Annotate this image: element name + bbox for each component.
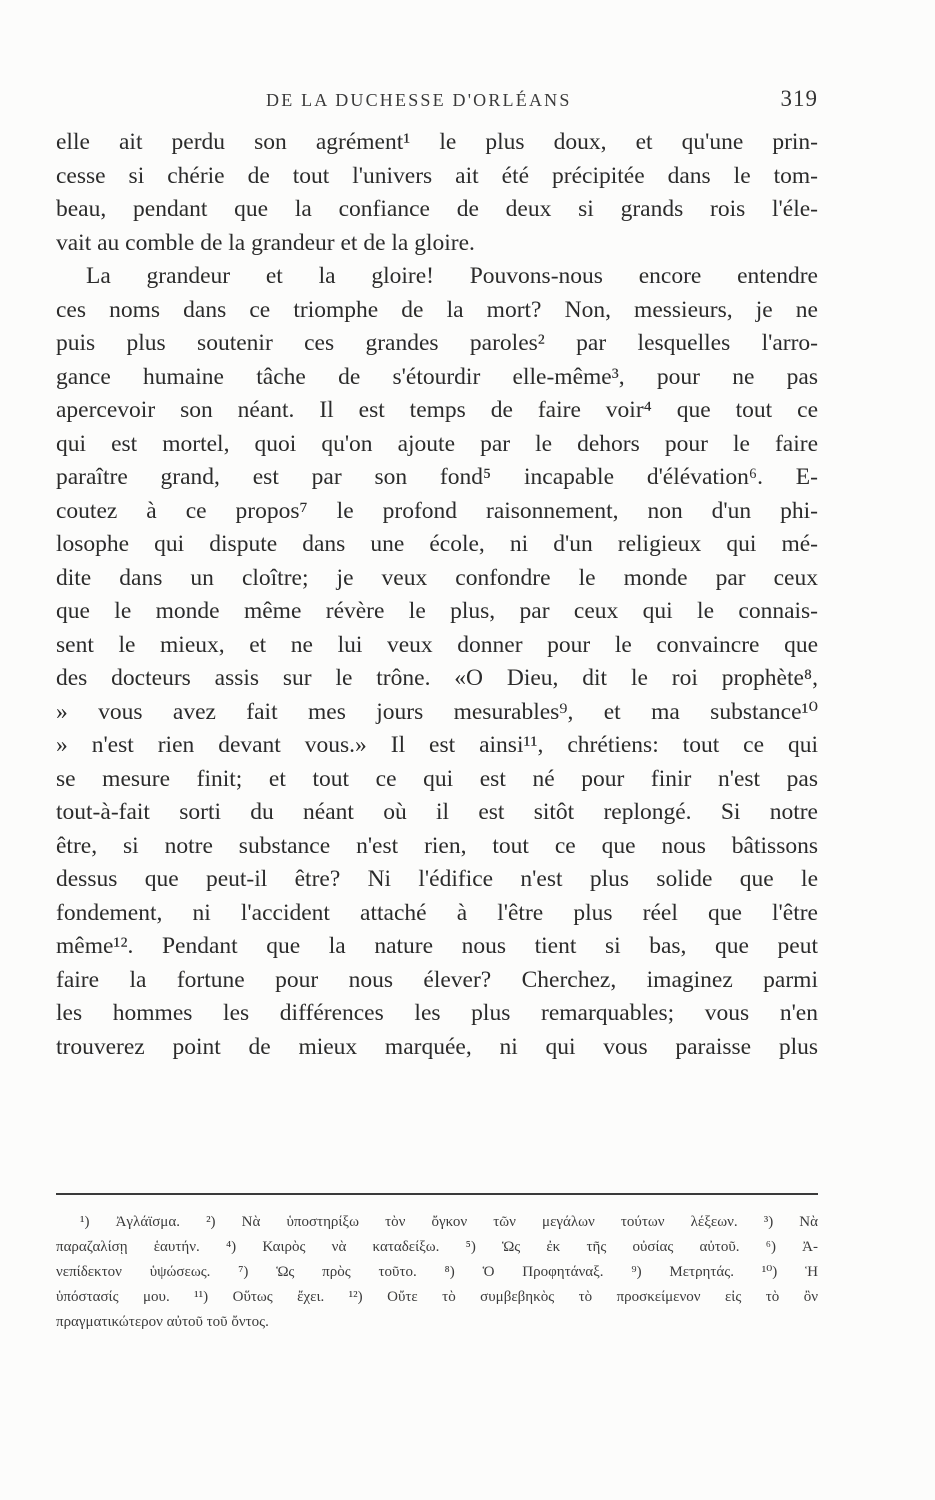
main-text: [56, 126, 818, 1064]
text-line: se mesure finit; et tout ce qui est né pour finir n'est pas: [56, 765, 818, 792]
text-line: cesse si chérie de tout l'univers ait été précipitée dans le tom-: [56, 162, 818, 189]
text-line: La grandeur et la gloire! Pouvons-nous encore entendre: [86, 263, 818, 289]
text-line: dessus que peut-il être? Ni l'édifice n'est plus solide que le: [56, 866, 818, 892]
text-line: même¹². Pendant que la nature nous tient si bas, que peut: [56, 933, 818, 959]
text-line: apercevoir son néant. Il est temps de faire voir⁴ que tout ce: [56, 397, 818, 423]
text-line: beau, pendant que la confiance de deux si grands rois l'éle-: [56, 196, 818, 222]
text-line: faire la fortune pour nous élever? Cherchez, imaginez parmi: [56, 966, 818, 993]
text-line: que le monde même révère le plus, par ceux qui le connais-: [56, 598, 818, 624]
text-line: fondement, ni l'accident attaché à l'être plus réel que l'être: [56, 899, 818, 926]
text-line: elle ait perdu son agrément¹ le plus doux, et qu'une prin-: [56, 129, 818, 155]
text-line: trouverez point de mieux marquée, ni qui vous paraisse plus: [56, 1033, 818, 1060]
text-line: des docteurs assis sur le trône. «O Dieu, dit le roi prophète⁸,: [56, 665, 818, 691]
text-line: losophe qui dispute dans une école, ni d'un religieux qui mé-: [56, 531, 818, 557]
footnote-line: παραζαλίσῃ ἑαυτήν. ⁴) Καιρὸς νὰ καταδείξω. ⁵) Ὡς ἐκ τῆς οὐσίας αὐτοῦ. ⁶) Ἀ-: [56, 1239, 818, 1255]
running-head: DE LA DUCHESSE D'ORLÉANS: [266, 90, 572, 110]
text-line: coutez à ce propos⁷ le profond raisonnement, non d'un phi-: [56, 497, 818, 524]
text-line: les hommes les différences les plus remarquables; vous n'en: [56, 1000, 818, 1026]
text-line: sent le mieux, et ne lui veux donner pour le convaincre que: [56, 631, 818, 658]
footnote-line: ¹) Ἀγλάϊσμα. ²) Νὰ ὑποστηρίξω τὸν ὄγκον τῶν μεγάλων τούτων λέξεων. ³) Νὰ: [80, 1214, 818, 1230]
text-line: dite dans un cloître; je veux confondre le monde par ceux: [56, 564, 818, 591]
text-line: paraître grand, est par son fond⁵ incapable d'élévation⁶. E-: [56, 464, 818, 490]
page-number: 319: [780, 86, 818, 111]
footnote-line: νεπίδεκτον ὑψώσεως. ⁷) Ὡς πρὸς τοῦτο. ⁸) Ὁ Προφητάναξ. ⁹) Μετρητάς. ¹⁰) Ἡ: [56, 1264, 818, 1280]
text-line: gance humaine tâche de s'étourdir elle-même³, pour ne pas: [56, 363, 818, 390]
page-header: [56, 86, 818, 116]
footnote-line: πραγματικώτερον αὐτοῦ τοῦ ὄντος.: [56, 1314, 269, 1330]
text-line: vait au comble de la grandeur et de la gloire.: [56, 229, 475, 256]
text-line: tout-à-fait sorti du néant où il est sitôt replongé. Si notre: [56, 799, 818, 825]
text-line: » n'est rien devant vous.» Il est ainsi¹¹, chrétiens: tout ce qui: [56, 732, 818, 758]
footnotes: [56, 1210, 818, 1335]
footnote-divider: [56, 1193, 818, 1195]
text-line: » vous avez fait mes jours mesurables⁹, et ma substance¹⁰: [56, 698, 818, 725]
footnote-line: ὑπόστασίς μου. ¹¹) Οὕτως ἔχει. ¹²) Οὔτε τὸ συμβεβηκὸς τὸ προσκείμενον εἰς τὸ ὂν: [56, 1289, 818, 1305]
text-line: qui est mortel, quoi qu'on ajoute par le dehors pour le faire: [56, 430, 818, 457]
text-line: être, si notre substance n'est rien, tout ce que nous bâtissons: [56, 832, 818, 859]
text-line: ces noms dans ce triomphe de la mort? Non, messieurs, je ne: [56, 296, 818, 323]
text-line: puis plus soutenir ces grandes paroles² par lesquelles l'arro-: [56, 330, 818, 356]
